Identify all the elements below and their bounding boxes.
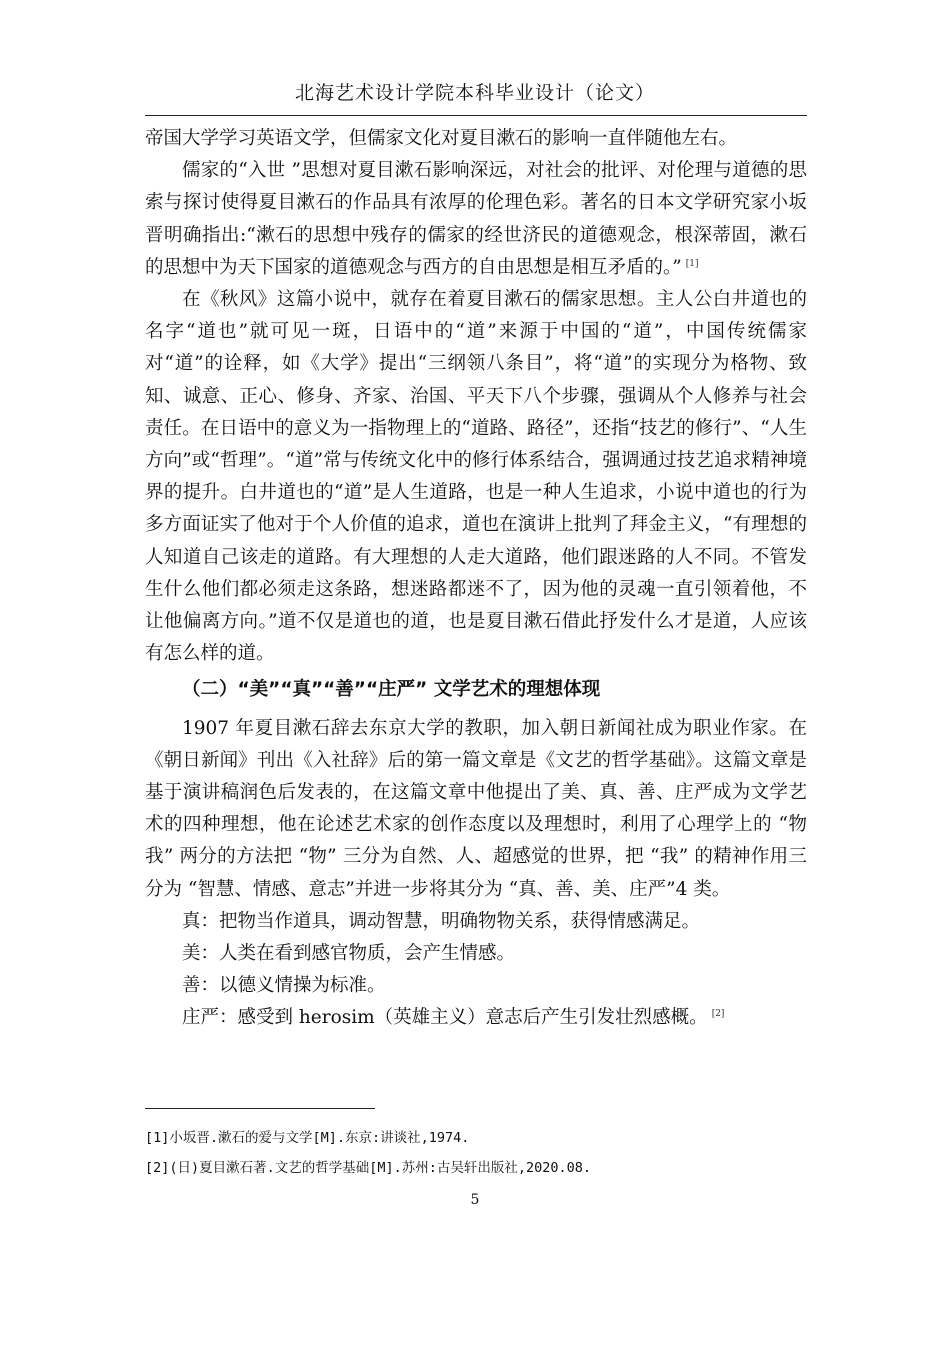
footnote-divider xyxy=(145,1108,375,1109)
paragraph-text: 在《秋风》这篇小说中，就存在着夏目漱石的儒家思想。主人公白井道也的名字“道也”就可见一斑，日语中的“道”来源于中国的“道”，中国传统儒家对“道”的诠释，如《大学》提出“三纲领八条目”，将“道”的实现分为格物、致知、诚意、正心、修身、齐家、治国、平天下八个步骤，强调从个人修养与社会责任。在日语中的意义为一指物理上的“道路、路径”，还指“技艺的修行”、“人生方向”或“哲理”。“道”常与传统文化中的修行体系结合，强调通过技艺追求精神境界的提升。白井道也的“道”是人生道路，也是一种人生追求，小说中道也的行为多方面证实了他对于个人价值的追求，道也在演讲上批判了拜金主义，“有理想的人知道自己该走的道路。有大理想的人走大道路，他们跟迷路的人不同。不管发生什么他们都必须走这条路，想迷路都迷不了，因为他的灵魂一直引领着他，不让他偏离方向。”道不仅是道也的道，也是夏目漱石借此抒发什么才是道，人应该有怎么样的道。 xyxy=(145,289,807,665)
paragraph-text: 1907 年夏目漱石辞去东京大学的教职，加入朝日新闻社成为职业作家。在《朝日新闻》刊出《入社辞》后的第一篇文章是《文艺的哲学基础》。这篇文章是基于演讲稿润色后发表的，在这篇文章中他提出了美、真、善、庄严成为文学艺术的四种理想，他在论述艺术家的创作态度以及理想时，利用了心理学上的 “物我” 两分的方法把 “物” 三分为自然、人、超感觉的世界，把 “我” 的精神作用三分为 “智慧、情感、意志”并进一步将其分为 “真、善、美、庄严”4 类。 xyxy=(145,717,807,900)
footnote-1: [1]小坂晋.漱石的爱与文学[M].东京:讲谈社,1974. xyxy=(145,1130,470,1146)
paragraph-text: 帝国大学学习英语文学，但儒家文化对夏目漱石的影响一直伴随他左右。 xyxy=(145,128,738,149)
paragraph-text: 儒家的“入世 ”思想对夏目漱石影响深远，对社会的批评、对伦理与道德的思索与探讨使得夏目漱石的作品具有浓厚的伦理色彩。著名的日本文学研究家小坂晋明确指出:“漱石的思想中残存的儒家的经世济民的道德观念，根深蒂固，漱石的思想中为天下国家的道德观念与西方的自由思想是相互矛盾的。” xyxy=(145,160,807,278)
citation-ref-2[interactable]: [2] xyxy=(711,1009,725,1020)
main-text xyxy=(145,123,807,1035)
paragraph-text: 庄严：感受到 herosim（英雄主义）意志后产生引发壮烈感概。 xyxy=(182,1007,708,1029)
page-header: 北海艺术设计学院本科毕业设计（论文） xyxy=(294,82,655,104)
footnote-2: [2](日)夏目漱石著.文艺的哲学基础[M].苏州:古吴轩出版社,2020.08. xyxy=(145,1160,592,1176)
paragraph-goodness xyxy=(145,970,807,1002)
paragraph-beauty xyxy=(145,938,807,970)
paragraph-text: 真：把物当作道具，调动智慧，明确物物关系，获得情感满足。 xyxy=(182,910,701,932)
paragraph-text: 美：人类在看到感官物质，会产生情感。 xyxy=(182,943,516,965)
header-divider xyxy=(145,115,807,116)
section-heading: （二）“美”“真”“善”“庄严” 文学艺术的理想体现 xyxy=(182,679,601,701)
paragraph-philosophy-of-art xyxy=(145,713,807,906)
paragraph-text: 善：以德义情操为标准。 xyxy=(182,975,386,997)
paragraph-confucian-influence xyxy=(145,155,807,284)
paragraph-continued xyxy=(145,123,807,155)
page-number: 5 xyxy=(470,1192,480,1208)
paragraph-solemnity xyxy=(145,1002,807,1034)
paragraph-autumn-wind xyxy=(145,284,807,670)
footnotes xyxy=(145,1123,807,1183)
paragraph-truth xyxy=(145,906,807,938)
citation-ref-1[interactable]: [1] xyxy=(685,258,699,269)
